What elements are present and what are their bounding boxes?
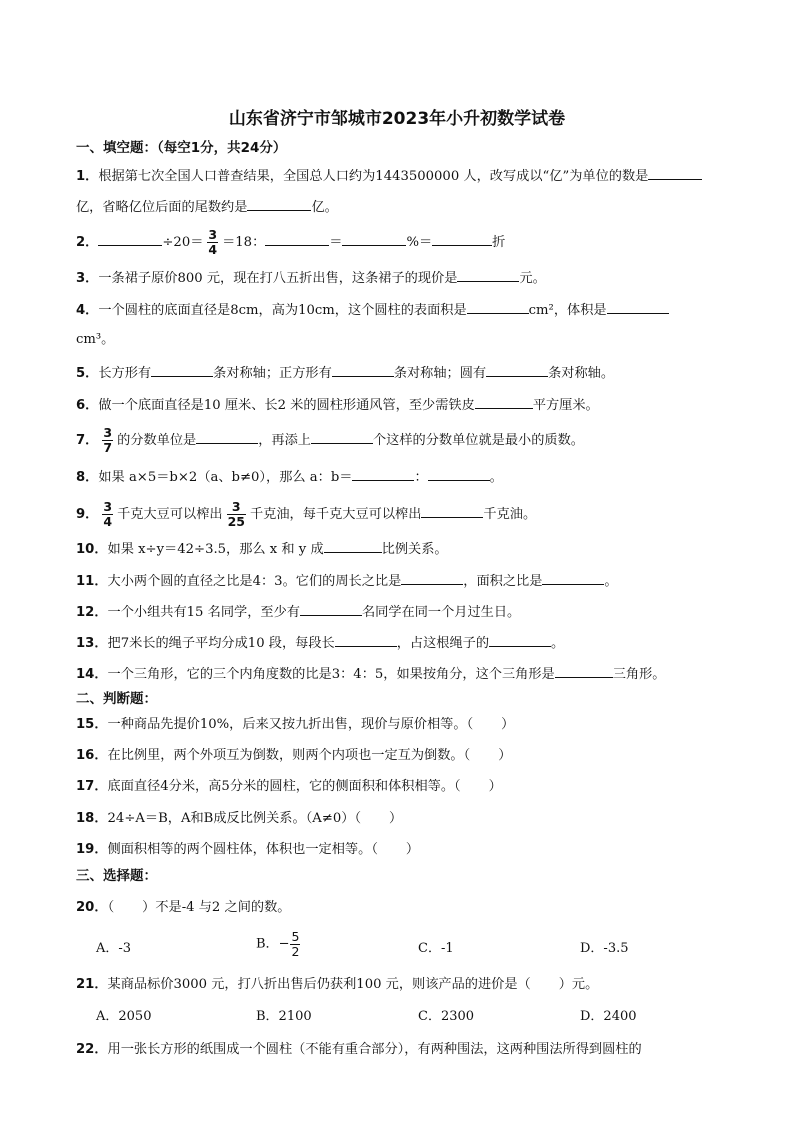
question-text: cm³。 xyxy=(76,332,115,347)
question-text: ： xyxy=(414,470,428,485)
question-text: 用一张长方形的纸围成一个圆柱（不能有重合部分），有两种围法，这两种围法所得到圆柱的 xyxy=(107,1042,642,1057)
question-text: 如果 x÷y＝42÷3.5，那么 x 和 y 成 xyxy=(107,542,324,557)
option-b[interactable]: B．2100 xyxy=(256,1009,312,1024)
question-text: 元。 xyxy=(519,271,546,286)
answer-blank[interactable] xyxy=(98,231,162,246)
question-text: 。 xyxy=(489,470,503,485)
question-text: 做一个底面直径是10 厘米、长2 米的圆柱形通风管，至少需铁皮 xyxy=(98,398,475,413)
question-text: 比例关系。 xyxy=(381,542,448,557)
question-text: 。 xyxy=(604,574,618,589)
question-text: 在比例里，两个外项互为倒数，则两个内项也一定互为倒数。（ xyxy=(107,748,471,763)
question-15 xyxy=(76,715,756,735)
question-text: cm²，体积是 xyxy=(528,303,607,318)
fraction xyxy=(227,500,246,529)
question-text: 。 xyxy=(551,636,565,651)
question-19 xyxy=(76,840,756,860)
answer-blank[interactable] xyxy=(352,466,414,481)
question-text: ÷20＝ xyxy=(162,235,204,250)
question-8 xyxy=(76,466,756,488)
question-16 xyxy=(76,746,756,766)
question-text: 亿。 xyxy=(311,200,338,215)
answer-blank[interactable] xyxy=(265,231,329,246)
question-number: 7． xyxy=(76,433,99,448)
question-14 xyxy=(76,663,756,685)
question-text: 一种商品先提价10%，后来又按九折出售，现价与原价相等。（ xyxy=(107,717,474,732)
option-b[interactable] xyxy=(256,930,304,959)
page-title: 山东省济宁市邹城市2023年小升初数学试卷 xyxy=(228,109,566,129)
fraction-denominator: 4 xyxy=(208,242,218,257)
option-d[interactable]: D．2400 xyxy=(580,1009,637,1024)
answer-blank[interactable] xyxy=(457,267,519,282)
section-fill-blank-heading: 一、填空题：（每空1分，共24分） xyxy=(76,140,287,156)
question-text: 千克油，每千克大豆可以榨出 xyxy=(249,507,422,522)
question-21 xyxy=(76,975,756,995)
answer-blank[interactable] xyxy=(311,429,373,444)
fraction-denominator: 4 xyxy=(103,514,113,529)
question-text: ，占这根绳子的 xyxy=(396,636,490,651)
question-10 xyxy=(76,538,756,560)
question-text: 名同学在同一个月过生日。 xyxy=(361,605,521,620)
answer-blank[interactable] xyxy=(475,394,533,409)
question-text: 一个三角形，它的三个内角度数的比是3：4：5，如果按角分，这个三角形是 xyxy=(107,667,555,682)
question-number: 18． xyxy=(76,811,108,826)
answer-blank[interactable] xyxy=(300,601,362,616)
question-1 xyxy=(76,165,756,187)
question-number: 22． xyxy=(76,1042,108,1057)
question-text: 条对称轴。 xyxy=(548,366,615,381)
answer-blank[interactable] xyxy=(486,362,548,377)
fraction-denominator: 7 xyxy=(103,440,113,455)
fraction-denominator: 2 xyxy=(291,944,300,959)
answer-blank[interactable] xyxy=(401,570,463,585)
answer-blank[interactable] xyxy=(428,466,490,481)
question-number: 21． xyxy=(76,977,108,992)
answer-blank[interactable] xyxy=(555,663,613,678)
option-d[interactable]: D．-3.5 xyxy=(580,941,629,956)
fraction xyxy=(207,228,218,257)
answer-blank[interactable] xyxy=(247,196,311,211)
question-text: 条对称轴；正方形有 xyxy=(213,366,332,381)
question-number: 4． xyxy=(76,303,99,318)
question-text: 某商品标价3000 元，打八折出售后仍获利100 元，则该产品的进价是（ xyxy=(107,977,531,992)
question-text: 一条裙子原价800 元，现在打八五折出售，这条裙子的现价是 xyxy=(98,271,458,286)
answer-blank[interactable] xyxy=(607,299,669,314)
fraction-numerator: 3 xyxy=(103,499,113,514)
fraction-numerator: 3 xyxy=(103,425,113,440)
question-7 xyxy=(76,426,756,455)
minus-sign: − xyxy=(278,936,290,952)
question-number: 14． xyxy=(76,667,108,682)
question-text: 底面直径4分米，高5分米的圆柱，它的侧面积和体积相等。（ xyxy=(107,779,461,794)
question-13 xyxy=(76,632,756,654)
answer-blank[interactable] xyxy=(196,429,258,444)
question-text: （ xyxy=(107,900,115,915)
question-number: 8． xyxy=(76,470,99,485)
answer-blank[interactable] xyxy=(432,231,492,246)
answer-blank[interactable] xyxy=(342,231,406,246)
question-text: 24÷A＝B，A和B成反比例关系。（A≠0）（ xyxy=(107,811,362,826)
section-multiple-choice-heading: 三、选择题： xyxy=(76,868,157,884)
fraction xyxy=(102,426,113,455)
answer-blank[interactable] xyxy=(542,570,604,585)
question-text: ，再添上 xyxy=(258,433,311,448)
fraction-numerator: 3 xyxy=(208,227,218,242)
question-4 xyxy=(76,299,756,321)
fraction-numerator: 5 xyxy=(291,929,300,944)
answer-blank[interactable] xyxy=(151,362,213,377)
question-text: ，面积之比是 xyxy=(463,574,543,589)
question-number: 11． xyxy=(76,574,108,589)
question-9 xyxy=(76,500,756,529)
question-text: 一个小组共有15 名同学，至少有 xyxy=(107,605,300,620)
option-c[interactable]: C．-1 xyxy=(418,941,454,956)
question-text: 长方形有 xyxy=(98,366,152,381)
question-text: ） xyxy=(498,748,512,763)
question-text: 折 xyxy=(492,235,506,250)
question-text: ） xyxy=(501,717,515,732)
question-text: 侧面积相等的两个圆柱体，体积也一定相等。（ xyxy=(107,842,378,857)
question-text: 根据第七次全国人口普查结果，全国总人口约为1443500000 人，改写成以“亿”为单位的数是 xyxy=(98,169,649,184)
question-2 xyxy=(76,228,756,257)
question-number: 19． xyxy=(76,842,108,857)
fraction xyxy=(102,500,113,529)
question-22 xyxy=(76,1040,756,1060)
fraction-denominator: 25 xyxy=(227,514,245,529)
question-text: 如果 a×5＝b×2（a、b≠0），那么 a：b＝ xyxy=(98,470,353,485)
question-text: 个这样的分数单位就是最小的质数。 xyxy=(372,433,584,448)
question-1-continued xyxy=(76,196,756,218)
question-text: 千克大豆可以榨出 xyxy=(117,507,223,522)
question-4-continued xyxy=(76,330,756,350)
question-text: ） xyxy=(488,779,502,794)
question-text: ＝18： xyxy=(222,235,266,250)
question-12 xyxy=(76,601,756,623)
question-18 xyxy=(76,809,756,829)
question-text: 把7米长的绳子平均分成10 段，每段长 xyxy=(107,636,335,651)
fraction xyxy=(290,930,300,959)
answer-blank[interactable] xyxy=(489,632,551,647)
question-5 xyxy=(76,362,756,384)
option-a[interactable]: A．-3 xyxy=(96,941,132,956)
question-text: 条对称轴；圆有 xyxy=(393,366,487,381)
question-number: 1． xyxy=(76,169,99,184)
answer-blank[interactable] xyxy=(421,503,483,518)
question-17 xyxy=(76,777,756,797)
question-text: 千克油。 xyxy=(483,507,537,522)
question-6 xyxy=(76,394,756,416)
question-text: 大小两个圆的直径之比是4：3。它们的周长之比是 xyxy=(107,574,402,589)
answer-blank[interactable] xyxy=(324,538,382,553)
answer-blank[interactable] xyxy=(332,362,394,377)
question-text: %＝ xyxy=(406,235,433,250)
answer-blank[interactable] xyxy=(467,299,529,314)
question-number: 15． xyxy=(76,717,108,732)
question-number: 3． xyxy=(76,271,99,286)
option-label: B． xyxy=(256,936,279,952)
answer-blank[interactable] xyxy=(335,632,397,647)
question-number: 10． xyxy=(76,542,108,557)
question-number: 9． xyxy=(76,507,99,522)
option-a[interactable]: A．2050 xyxy=(96,1009,152,1024)
question-number: 17． xyxy=(76,779,108,794)
fraction-numerator: 3 xyxy=(227,500,246,515)
question-number: 16． xyxy=(76,748,108,763)
question-number: 6． xyxy=(76,398,99,413)
question-text: ） xyxy=(405,842,420,857)
question-text: ）元。 xyxy=(558,977,599,992)
question-text: 的分数单位是 xyxy=(117,433,197,448)
question-number: 20． xyxy=(76,900,108,915)
answer-blank[interactable] xyxy=(648,165,702,180)
question-text: ＝ xyxy=(329,235,343,250)
option-c[interactable]: C．2300 xyxy=(418,1009,475,1024)
question-text: 一个圆柱的底面直径是8cm，高为10cm，这个圆柱的表面积是 xyxy=(98,303,467,318)
question-number: 12． xyxy=(76,605,108,620)
question-11 xyxy=(76,570,756,592)
section-true-false-heading: 二、判断题： xyxy=(76,691,157,707)
question-20 xyxy=(76,898,756,918)
question-3 xyxy=(76,267,756,289)
question-number: 13． xyxy=(76,636,108,651)
question-number: 2． xyxy=(76,235,99,250)
question-text: ） xyxy=(389,811,403,826)
question-text: ）不是-4 与2 之间的数。 xyxy=(142,900,291,915)
question-text: 三角形。 xyxy=(612,667,666,682)
question-text: 平方厘米。 xyxy=(532,398,599,413)
question-number: 5． xyxy=(76,366,99,381)
question-text: 亿，省略亿位后面的尾数约是 xyxy=(76,200,248,215)
